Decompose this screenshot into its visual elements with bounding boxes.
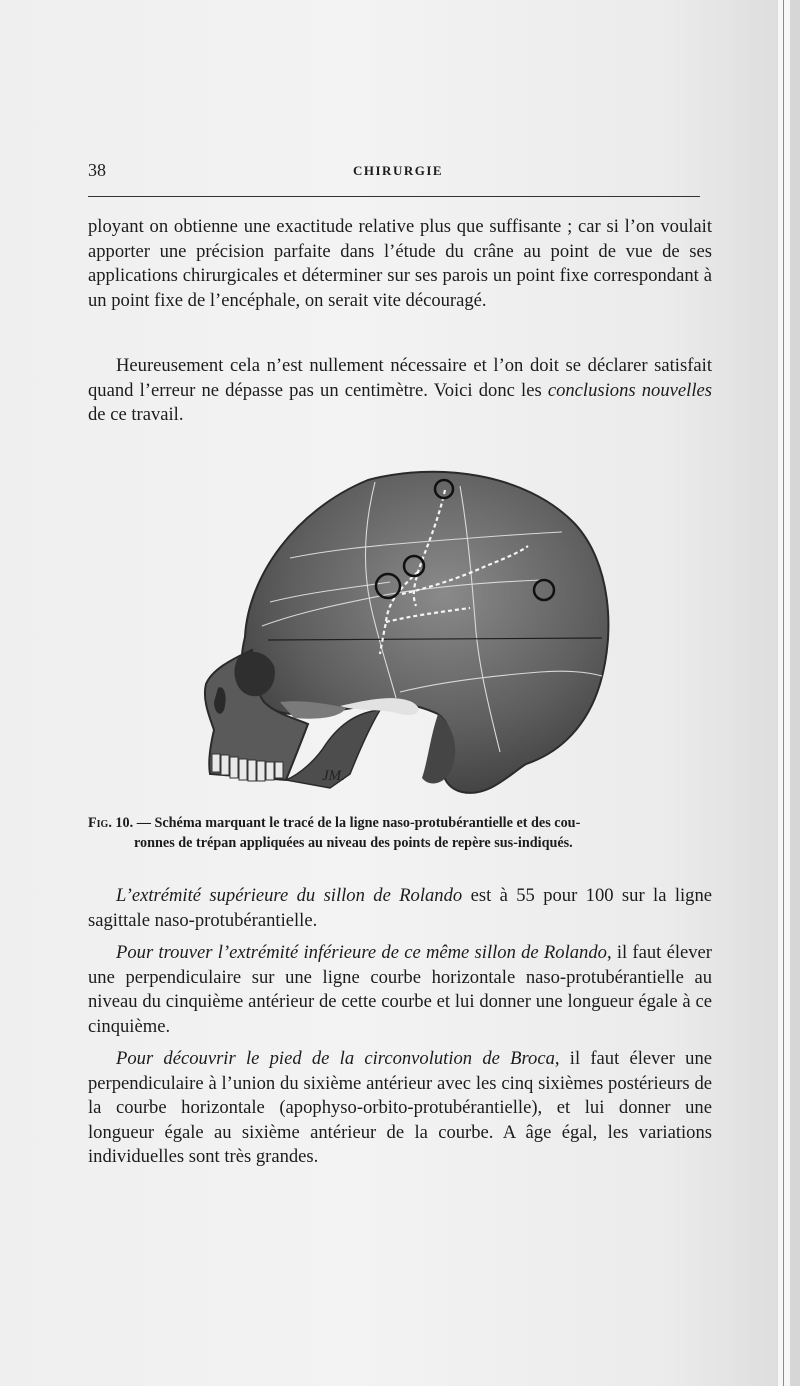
- running-head: CHIRURGIE: [353, 163, 444, 178]
- skull-drawing: [205, 472, 609, 793]
- page-edge-line: [783, 0, 784, 1386]
- caption-line-2: ronnes de trépan appliquées au niveau des points de repère sus-indiqués.: [134, 835, 573, 851]
- page-header: [88, 160, 700, 184]
- skull-figure: [190, 462, 620, 807]
- figure-label: Fig. 10.: [88, 815, 134, 831]
- page-number: 38: [88, 160, 106, 180]
- header-rule: [88, 196, 700, 197]
- paragraph-4-text: , il faut élever une perpendiculaire sur une ligne courbe horizontale naso-protubérantielle au niveau du cinquième antérieur de cette courbe et lui donner une longueur égale à ce cinquième.: [88, 942, 712, 1037]
- paragraph-5: [88, 1047, 712, 1170]
- paragraph-3-text: est à 55 pour 100 sur la ligne sagittale naso-protubérantielle.: [88, 885, 712, 931]
- paragraph-1: ployant on obtienne une exactitude relative plus que suffisante ; car si l’on voulait apporter une précision parfaite dans l’étude du crâne au point de vue de ses applications chirurgicales et déterminer sur ses parois un point fixe correspondant à un point fixe de l’encéphale, on serait vite découragé.: [88, 216, 712, 311]
- caption-line-1: — Schéma marquant le tracé de la ligne naso-protubérantielle et des cou-: [133, 815, 581, 831]
- paragraph-2: [88, 354, 712, 428]
- paragraph-2-emphasis: conclusions nouvelles: [547, 379, 712, 401]
- paragraph-3: [88, 884, 712, 933]
- paragraph-4: [88, 941, 712, 1039]
- paragraph-3-emphasis: L’extrémité supérieure du sillon de Rolando: [116, 885, 463, 906]
- paragraph-2-text-a: Heureusement cela n’est nullement nécessaire et l’on doit se déclarer satisfait quand l’erreur ne dépasse pas un centimètre. Voici donc les: [88, 355, 712, 401]
- paragraph-5-text: , il faut élever une perpendiculaire à l’union du sixième antérieur avec les cinq sixièmes postérieurs de la courbe horizontale (apophyso-orbito-protubérantielle), et lui donner une longueur égale au sixième antérieur de la courbe. A âge égal, les variations individuelles sont très grandes.: [88, 1048, 712, 1168]
- paragraph-2-text-b: de ce travail.: [88, 404, 184, 426]
- artist-signature: JM.: [322, 768, 345, 784]
- paragraph-4-emphasis: Pour trouver l’extrémité inférieure de ce même sillon de Rolando: [116, 942, 607, 963]
- paragraph-5-emphasis: Pour découvrir le pied de la circonvolution de Broca: [116, 1048, 555, 1069]
- page-edge: [778, 0, 790, 1386]
- figure-caption: [88, 813, 712, 853]
